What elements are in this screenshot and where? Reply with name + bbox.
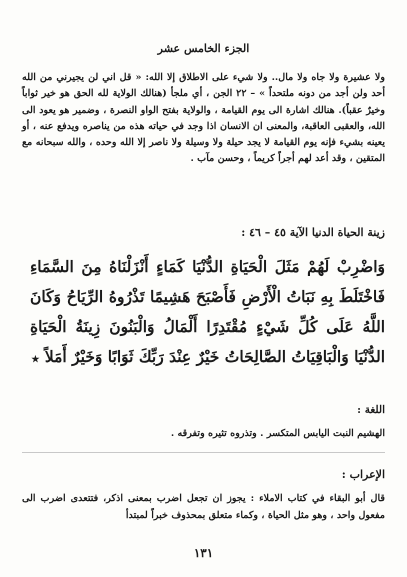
section-heading-zina: زينة الحياة الدنيا الآية ٤٥ – ٤٦ : <box>241 226 385 239</box>
running-head: الجزء الخامس عشر <box>157 42 250 55</box>
section-divider <box>22 452 385 453</box>
intro-paragraph: ولا عشيرة ولا جاه ولا مال.. ولا شيء على الاطلاق إلا الله: « قل اني لن يجيرني من الله أحد ولن أجد من دونه ملتحداً » – ٢٢ الجن ، أي ملجأ (هنالك الولاية لله الحق هو خير ثواباً وخيرٌ عقباً). هنالك اشارة الى يوم القيامة ، والولاية بفتح الواو النصرة ، وضمير هو يعود الى الله، والعقبى العاقبة، والمعنى ان الانسان اذا وجد في حياته هذه من يناصره ويدفع عنه ، أو يعينه بشيء فإنه يوم القيامة لا يجد حيلة ولا وسيلة ولا ناصر إلا الله وحده ، والله سبحانه مع المتقين ، وقد أعد لهم أجراً كريماً ، وحسن مآب . <box>22 72 385 165</box>
section-heading-lugha: اللغة : <box>357 404 385 416</box>
section-heading-irab: الإعراب : <box>341 468 385 481</box>
page-number: ١٣١ <box>193 546 214 560</box>
verse-end-mark: ★ <box>31 355 40 365</box>
quran-verse-text: وَاضْرِبْ لَهُمْ مَثَلَ الْحَيَاةِ الدُّنْيَا كَمَاءٍ أَنْزَلْنَاهُ مِنَ السَّمَاءِ فَاخْتَلَطَ بِهِ نَبَاتُ الْأَرْضِ فَأَصْبَحَ هَشِيمًا تَذْرُوهُ الرِّيَاحُ وَكَانَ اللَّهُ عَلَى كُلِّ شَيْءٍ مُقْتَدِرًا أَلْمَالُ وَالْبَنُونَ زِينَةُ الْحَيَاةِ الدُّنْيَا وَالْبَاقِيَاتُ الصَّالِحَاتُ خَيْرٌ عِنْدَ رَبِّكَ ثَوَابًا وَخَيْرٌ أَمَلاً <box>30 257 385 366</box>
quran-verse <box>30 252 385 375</box>
irab-paragraph: قال أبو البقاء في كتاب الاملاء : يجوز ان تجعل اضرب بمعنى اذكر، فتتعدى اضرب الى مفعول واحد ، وهو مثل الحياة ، وكماء متعلق بمحذوف خبراً لمبتدأ <box>22 493 385 521</box>
lugha-paragraph: الهشيم النبت اليابس المتكسر . وتذروه تثيره وتفرقه . <box>170 428 385 439</box>
